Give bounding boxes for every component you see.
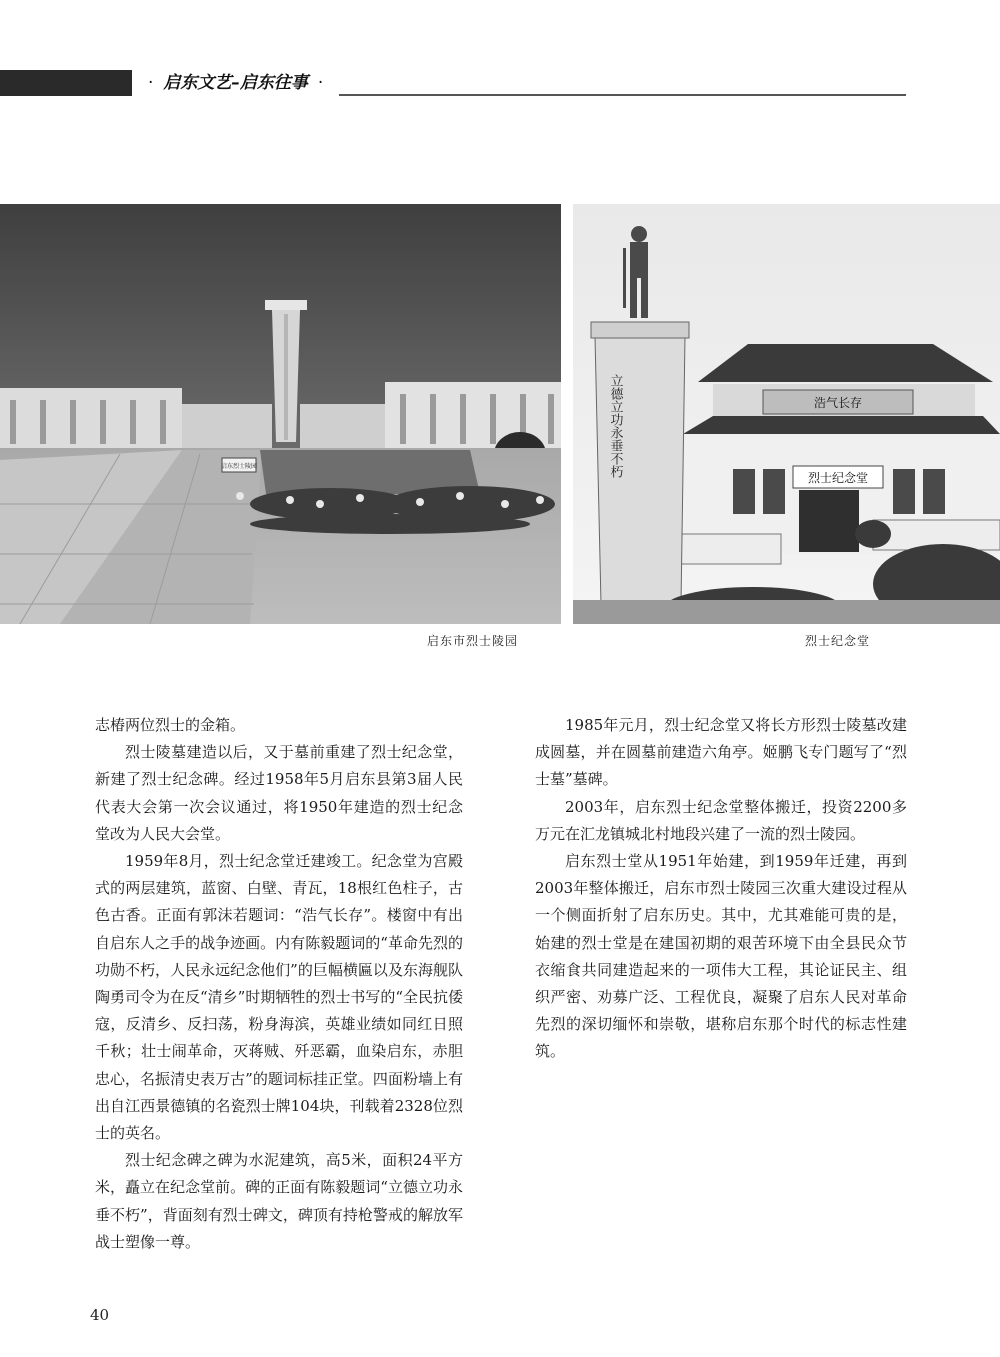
page-number: 40 bbox=[90, 1306, 110, 1324]
article-paragraph: 启东烈士堂从1951年始建，到1959年迁建，再到2003年整体搬迁，启东市烈士陵园三次重大建设过程从一个侧面折射了启东历史。其中，尤其难能可贵的是，始建的烈士堂是在建国初期的艰苦环境下由全县民众节衣缩食共同建造起来的一项伟大工程，其论证民主、组织严密、劝募广泛、工程优良，凝聚了启东人民对革命先烈的深切缅怀和崇敬，堪称启东那个时代的标志性建筑。 bbox=[535, 852, 907, 1061]
hall-top-plaque-text: 浩气长存 bbox=[813, 396, 863, 410]
article-right-column bbox=[535, 712, 907, 1066]
cemetery-photo-caption: 启东市烈士陵园 bbox=[427, 634, 519, 648]
article-paragraph: 烈士纪念碑之碑为水泥建筑，高5米，面积24平方米，矗立在纪念堂前。碑的正面有陈毅题词“立德立功永垂不朽”，背面刻有烈士碑文，碑顶有持枪警戒的解放军战士塑像一尊。 bbox=[95, 1151, 463, 1251]
cemetery-photo bbox=[0, 204, 561, 624]
article-paragraph: 1959年8月，烈士纪念堂迁建竣工。纪念堂为宫殿式的两层建筑，蓝窗、白壁、青瓦，18根红色柱子，古色古香。正面有郭沫若题词：“浩气长存”。楼窗中有出自启东人之手的战争迹画。内有陈毅题词的“革命先烈的功勋不朽，人民永远纪念他们”的巨幅横匾以及东海舰队陶勇司令为在反“清乡”时期牺牲的烈士书写的“全民抗倭寇，反清乡、反扫荡，粉身海滨，英雄业绩如同红日照千秋；壮士闹革命，灭蒋贼、歼恶霸，血染启东，赤胆忠心，名振清史表万古”的题词标挂正堂。四面粉墙上有出自江西景德镇的名瓷烈士牌104块，刊载着2328位烈士的英名。 bbox=[95, 852, 464, 1143]
article-paragraph: 2003年，启东烈士纪念堂整体搬迁，投资2200多万元在汇龙镇城北村地段兴建了一流的烈士陵园。 bbox=[535, 797, 907, 843]
header-dot-right: · bbox=[317, 73, 324, 93]
hall-door-plaque-text: 烈士纪念堂 bbox=[807, 471, 869, 485]
article-paragraph: 1985年元月，烈士纪念堂又将长方形烈士陵墓改建成圆墓，并在圆墓前建造六角亭。姬鹏飞专门题写了“烈士墓”墓碑。 bbox=[535, 716, 907, 789]
running-header bbox=[132, 70, 339, 96]
header-dot-left: · bbox=[148, 73, 154, 93]
monument-inscription-text: 立德立功永垂不朽 bbox=[607, 374, 623, 478]
memorial-hall-photo-caption: 烈士纪念堂 bbox=[805, 634, 871, 648]
header-subsection: 启东往事 bbox=[239, 73, 308, 93]
header-separator: – bbox=[231, 73, 240, 93]
article-paragraph: 志椿两位烈士的金箱。 bbox=[95, 716, 246, 734]
header-bar bbox=[0, 70, 140, 96]
article-paragraph: 烈士陵墓建造以后，又于墓前重建了烈士纪念堂，新建了烈士纪念碑。经过1958年5月启东县第3届人民代表大会第一次会议通过，将1950年建造的烈士纪念堂改为人民大会堂。 bbox=[95, 743, 463, 843]
memorial-hall-photo bbox=[573, 204, 1000, 624]
article-left-column bbox=[95, 712, 463, 1256]
cemetery-signboard-text: 启东烈士陵园 bbox=[220, 463, 258, 470]
header-section: 启东文艺 bbox=[163, 73, 232, 93]
